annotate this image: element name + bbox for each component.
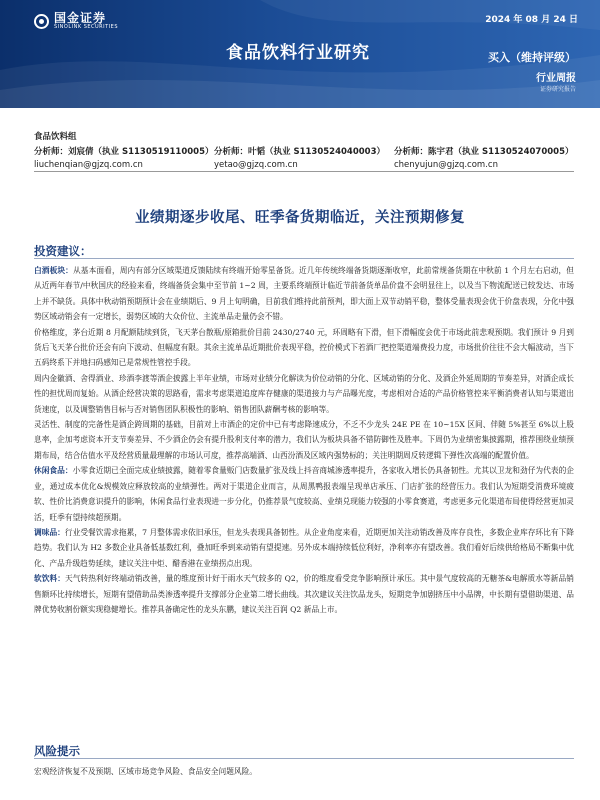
paragraph-lead: 白酒板块：	[34, 266, 73, 275]
section-divider	[34, 258, 574, 259]
section-divider	[34, 758, 574, 759]
analyst-role: 分析师：	[34, 147, 69, 157]
paragraph-snacks	[34, 463, 574, 525]
paragraph-text: 小零食近期已全面完成业绩披露，随着零食量贩门店数量扩张及线上抖音商城渗透率提升，各家收入增长仍具备韧性。尤其以卫龙和劲仔为代表的企业，通过成本优化&规模效应释放较高的业绩弹性。两对于渠道企业而言，从周黑鸭报表端呈现单店承压、门店扩张的经营压力。我们认为短期受消费环境疲软、性价比消费意识提升的影响，休闲食品行业表现进一步分化，仍推荐景气度较高、业绩兑现能力较强的小零食赛道，考虑更多元化渠道布局使得经营更加灵活，旺季有望持续超预期。	[34, 466, 574, 522]
analyst-name: 叶韬（执业 S1130524040003）	[248, 147, 385, 157]
paragraph-text: 行业受餐饮需求拖累，7 月整体需求依旧承压，但龙头表现具备韧性。从企业角度来看，近期更加关注动销改善及库存良性，多数企业库存环比有下降趋势。我们认为 H2 多数企业具备低基数红利，叠加旺季到来动销有望提速。另外成本端持续低位利好，净利率亦有望改善。我们看好后续供给格局不断集中优化、产品升级趋势延续，建议关注中炬、醋香港在业绩拐点出现。	[34, 527, 574, 568]
analyst-2	[214, 145, 394, 170]
paragraph-text: 价格维度，茅台近期 8 月配额陆续到货，飞天茅台散瓶/原箱批价目前 2430/2740 元，环周略有下滑，但下滑幅度会优于市场此前悲观预期。我们预计 9 月到货后飞天茅台批价还会有向下波动、但幅度有限。其余主流单品近期批价表现平稳，控价模式下若酒厂把控渠道端费投力度，市场批价往往不会大幅波动，当下五码终系下并地扫码感知已是常规性管控手段。	[34, 327, 574, 368]
analyst-3	[394, 145, 574, 170]
paragraph-earnings	[34, 371, 574, 417]
paragraph-lead: 休闲食品：	[34, 466, 73, 476]
paragraph-text: 周内金徽酒、舍得酒业、珍酒李渡等酒企披露上半年业绩，市场对业绩分化解读为价位动销的分化、区域动销的分化、及酒企外延周期的节奏差异，对酒企成长性的担忧周而复始。从酒企经营决策的思路看，需求考虑渠道追度库存健康的渠道接力与产品曝光度，考虑相对合适的产品价格管控来平衡消费者认知与渠道出货速度，以及调整销售目标与否对销售团队积极性的影响、销售团队薪酬考核的影响等。	[34, 373, 574, 414]
rating-badge: 买入（维持评级）	[488, 51, 576, 64]
analyst-name: 刘宸倩（执业 S1130519110005）	[68, 147, 214, 157]
analyst-email[interactable]: liuchenqian@gjzq.com.cn	[34, 160, 143, 170]
analyst-email[interactable]: chenyujun@gjzq.com.cn	[394, 160, 498, 170]
divider	[34, 171, 574, 172]
paragraph-lead: 调味品：	[34, 527, 65, 537]
analyst-role: 分析师：	[214, 147, 249, 157]
headline: 业绩期逐步收尾、旺季备货期临近，关注预期修复	[135, 210, 465, 226]
logo-name-cn: 国金证券	[54, 11, 107, 25]
paragraph-valuation	[34, 417, 574, 463]
section-title-investment: 投资建议：	[34, 244, 92, 258]
report-type: 行业周报	[536, 73, 576, 84]
analyst-1	[34, 145, 214, 170]
paragraph-text: 从基本面看，周内有部分区域渠道反馈陆续有终端开始零星备货。近几年传统终端备货期逐渐收窄，此前常规备货期在中秋前 1 个月左右启动，但从近两年春节/中秋国庆的经验来看，终端备货会集中至节前 1~2 周，主要系终端预计临近节前备货单品价盘不会明显往上，以及当下物流配送已较发达、市场上并不缺货。具体中秋动销预期预计会在业绩期后、9 月上旬明确，目前我们维持此前预判，即大面上双节动销平稳，整体受量表现会优于价盘表现，分化中强势区域动销会有一定增长，弱势区域的大众价位、主流单品走量仍会不错。	[34, 266, 574, 322]
industry-group: 食品饮料组	[34, 132, 77, 142]
analyst-name: 陈宇君（执业 S1130524070005）	[428, 147, 574, 157]
paragraph-price	[34, 325, 574, 371]
analyst-block	[34, 130, 574, 170]
risk-text: 宏观经济恢复不及预期、区域市场竞争风险、食品安全问题风险。	[34, 767, 257, 776]
section-title-risk: 风险提示	[34, 744, 80, 758]
logo-mark-icon	[34, 14, 49, 29]
report-header	[0, 0, 600, 108]
paragraph-text: 天气转热利好终端动销改善，量的维度预计好于雨水天气较多的 Q2，价的维度看受竞争影响预计承压。其中景气度较高的无糖茶&电解质水等新品销售额环比持续增长，短期有望借助品类渗透率提升支撑部分企业第二增长曲线。其次建议关注饮品龙头，短期竞争加剧挤压中小品牌，中长期有望借助渠道、品牌优势收割份额实现稳健增长。推荐具备确定性的龙头东鹏，建议关注百润 Q2 新品上市。	[34, 574, 574, 614]
report-date: 2024 年 08 月 24 日	[485, 15, 578, 25]
analyst-email[interactable]: yetao@gjzq.com.cn	[214, 160, 298, 170]
analyst-role: 分析师：	[394, 147, 429, 157]
report-subtype: 证券研究报告	[539, 86, 576, 93]
paragraph-lead: 软饮料：	[34, 574, 66, 584]
report-body	[34, 263, 574, 617]
paragraph-condiments	[34, 525, 574, 571]
logo-name-en: SINOLINK SECURITIES	[54, 24, 118, 30]
paragraph-baijiu	[34, 263, 574, 325]
report-title: 食品饮料行业研究	[226, 43, 370, 63]
company-logo	[34, 12, 118, 30]
paragraph-text: 灵活性、制度的完备性是酒企跨周期的基础，目前对上市酒企的定价中已有考虑降速成分，不乏不少龙头 24E PE 在 10~15X 区间、伴随 5%甚至 6%以上股息率，企加考虑资本开支节奏差异、不少酒企仍会有提升股利支付率的潜力，我们认为板块具备不错防御性及胜率。下周仍为业绩密集披露期，推荐围绕业绩预期布局，结合估值水平及经营质量最理解的市场认可度，推荐高端酒、山西汾酒及区域内强势标的；关注明期周反转逻辑下弹性次高端的配置价值。	[34, 420, 574, 460]
paragraph-beverages	[34, 571, 574, 617]
